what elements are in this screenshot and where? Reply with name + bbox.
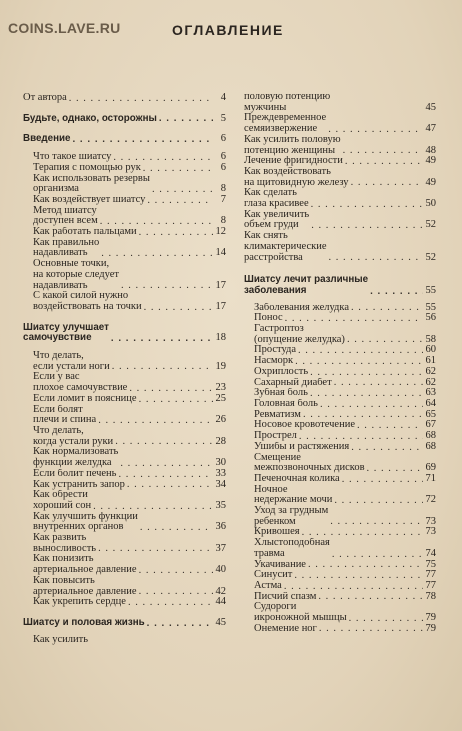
- toc-page-number: 17: [215, 279, 226, 291]
- toc-entry-title: Как устранить запор: [33, 479, 125, 490]
- dot-leader: [112, 364, 213, 370]
- dot-leader: [351, 305, 423, 311]
- dot-leader: [328, 127, 423, 133]
- dot-leader: [357, 423, 423, 429]
- toc-entry-title: Судороги икроножной мышцы: [254, 602, 347, 624]
- toc-entry: [244, 231, 436, 263]
- dot-leader: [330, 519, 423, 525]
- toc-entry: [23, 259, 226, 291]
- toc-entry-title: Будьте, однако, осторожны: [23, 113, 157, 124]
- toc-page-number: 62: [425, 365, 436, 377]
- toc-section-entry: [244, 275, 436, 296]
- toc-entry: [244, 388, 436, 399]
- dot-leader: [121, 283, 213, 289]
- toc-section-entry: [23, 618, 226, 629]
- toc-entry-title: Как правильно надавливать: [33, 237, 100, 259]
- toc-entry-title: Ревматизм: [254, 409, 301, 420]
- toc-entry: [23, 163, 226, 174]
- toc-page-number: 18: [215, 332, 226, 344]
- dot-leader: [310, 370, 423, 376]
- dot-leader: [320, 402, 423, 408]
- toc-entry-title: Как нормализовать функции желудка: [33, 447, 119, 469]
- toc-entry-title: Укачивание: [254, 559, 306, 570]
- dot-leader: [113, 155, 213, 161]
- dot-leader: [284, 584, 423, 590]
- toc-entry-title: Как сделать глаза красивее: [244, 188, 309, 210]
- dot-leader: [367, 466, 423, 472]
- toc-page-number: 64: [425, 397, 436, 409]
- dot-leader: [318, 594, 423, 600]
- dot-leader: [342, 477, 423, 483]
- dot-leader: [310, 391, 423, 397]
- toc-entry: [244, 92, 436, 113]
- toc-entry: [244, 410, 436, 421]
- toc-entry-title: Сахарный диабет: [254, 377, 332, 388]
- toc-page-number: 49: [425, 176, 436, 188]
- toc-entry-title: Насморк: [254, 356, 294, 367]
- toc-page-number: 78: [425, 590, 436, 602]
- toc-entry-title: Если болят плечи и спина: [33, 404, 97, 426]
- toc-entry-title: Основные точки, на которые следует надавливать: [33, 259, 119, 291]
- dot-leader: [152, 187, 213, 193]
- dot-leader: [347, 337, 423, 343]
- toc-section-entry: [23, 323, 226, 344]
- toc-entry: [244, 113, 436, 134]
- toc-entry: [23, 554, 226, 575]
- toc-left-column: [23, 93, 226, 645]
- toc-page-number: 67: [425, 419, 436, 431]
- toc-entry-title: Астма: [254, 580, 282, 591]
- toc-entry: [23, 533, 226, 554]
- toc-page-number: 56: [425, 312, 436, 324]
- toc-entry-title: Ночное недержание мочи: [254, 484, 333, 506]
- toc-entry: [244, 506, 436, 527]
- dot-leader: [140, 525, 213, 531]
- toc-entry: [23, 291, 226, 312]
- toc-page-number: 26: [215, 414, 226, 426]
- toc-entry-title: Синусит: [254, 570, 293, 581]
- toc-entry-title: Понос: [254, 313, 283, 324]
- toc-entry-title: Писчий спазм: [254, 591, 317, 602]
- toc-entry: [244, 356, 436, 367]
- toc-page-number: 4: [220, 92, 226, 103]
- dot-leader: [351, 180, 423, 186]
- dot-leader: [139, 589, 213, 595]
- toc-page-number: 25: [215, 392, 226, 404]
- toc-page-number: 17: [215, 300, 226, 312]
- toc-entry-title: Зубная боль: [254, 388, 308, 399]
- dot-leader: [129, 386, 213, 392]
- dot-leader: [295, 359, 423, 365]
- toc-entry: [244, 442, 436, 453]
- toc-entry-title: Как воздействует шиатсу: [33, 194, 146, 205]
- toc-entry-title: Как усилить: [33, 634, 89, 645]
- toc-entry-title: От автора: [23, 93, 67, 103]
- toc-entry: [23, 576, 226, 597]
- toc-entry-title: Уход за грудным ребенком: [254, 506, 329, 527]
- toc-entry: [244, 474, 436, 485]
- toc-page-number: 8: [220, 215, 226, 227]
- toc-entry-title: Если у вас плохое самочувствие: [33, 372, 128, 394]
- toc-entry: [23, 206, 226, 227]
- toc-entry-title: Смещение межпозвоночных дисков: [254, 452, 365, 474]
- toc-entry: [244, 378, 436, 389]
- dot-leader: [139, 397, 213, 403]
- toc-page-number: 37: [215, 542, 226, 554]
- dot-leader: [98, 546, 213, 552]
- toc-entry-title: Как увеличить объем груди: [244, 209, 310, 231]
- toc-entry-title: Как укрепить сердце: [33, 597, 126, 608]
- dot-leader: [98, 418, 213, 424]
- toc-entry: [244, 188, 436, 209]
- toc-entry-title: Как снять климактерические расстройства: [244, 231, 327, 263]
- toc-entry-title: Носовое кровотечение: [254, 420, 355, 431]
- toc-entry: [23, 238, 226, 259]
- dot-leader: [139, 230, 213, 236]
- toc-entry: [23, 405, 226, 426]
- toc-page-number: 63: [425, 387, 436, 399]
- toc-page-number: 45: [425, 101, 436, 113]
- toc-entry-title: Заболевания желудка: [254, 302, 349, 313]
- toc-page-number: 48: [425, 144, 436, 156]
- toc-entry: [23, 480, 226, 491]
- toc-entry-title: С какой силой нужно воздействовать на точки: [33, 291, 142, 312]
- dot-leader: [147, 198, 213, 204]
- dot-leader: [298, 348, 423, 354]
- toc-page-number: 71: [425, 472, 436, 484]
- toc-page-number: 69: [425, 462, 436, 474]
- toc-page-number: 14: [215, 247, 226, 259]
- dot-leader: [334, 498, 423, 504]
- toc-page-number: 36: [215, 521, 226, 533]
- toc-entry: [244, 453, 436, 474]
- toc-page-number: 79: [425, 622, 436, 634]
- toc-entry-title: Лечение фригидности: [244, 156, 343, 167]
- dot-leader: [118, 472, 213, 478]
- toc-page-number: 34: [215, 478, 226, 490]
- toc-entry: [23, 469, 226, 480]
- toc-entry: [23, 426, 226, 447]
- toc-page-number: 52: [425, 219, 436, 231]
- toc-page-number: 60: [425, 344, 436, 356]
- toc-page-number: 58: [425, 333, 436, 345]
- dot-leader: [128, 600, 213, 606]
- dot-leader: [370, 289, 423, 295]
- toc-entry: [244, 303, 436, 314]
- toc-entry: [23, 227, 226, 238]
- toc-entry-title: Охриплость: [254, 366, 309, 377]
- toc-page-number: 42: [215, 585, 226, 597]
- toc-entry-title: Преждевременное семяизвержение: [244, 113, 327, 135]
- dot-leader: [285, 316, 423, 322]
- toc-entry-title: Печеночная колика: [254, 473, 340, 484]
- toc-entry: [244, 135, 436, 156]
- toc-entry-title: Головная боль: [254, 398, 318, 409]
- toc-page-number: 30: [215, 457, 226, 469]
- toc-entry: [23, 597, 226, 608]
- toc-entry-title: Как работать пальцами: [33, 227, 137, 238]
- toc-entry: [244, 570, 436, 581]
- toc-entry: [244, 431, 436, 442]
- toc-entry-title: Если ломит в пояснице: [33, 393, 137, 404]
- toc-entry-title: Ушибы и растяжения: [254, 441, 350, 452]
- toc-page-number: 19: [215, 360, 226, 372]
- toc-entry-title: Прострел: [254, 431, 297, 442]
- toc-page-number: 62: [425, 376, 436, 388]
- toc-entry: [23, 152, 226, 163]
- dot-leader: [303, 412, 423, 418]
- dot-leader: [311, 223, 423, 229]
- toc-entry: [244, 210, 436, 231]
- toc-page-number: 75: [425, 558, 436, 570]
- toc-entry: [23, 174, 226, 195]
- toc-entry: [244, 156, 436, 167]
- toc-page-number: 45: [215, 616, 226, 628]
- dot-leader: [349, 616, 423, 622]
- dot-leader: [139, 568, 213, 574]
- dot-leader: [311, 202, 423, 208]
- toc-entry-title: Что делать, если устали ноги: [33, 351, 110, 372]
- toc-page-number: 73: [425, 526, 436, 538]
- toc-entry: [244, 527, 436, 538]
- toc-entry-title: Шиатсу улучшает самочувствие: [23, 322, 109, 344]
- toc-entry-title: половую потенцию мужчины: [244, 92, 331, 113]
- toc-page-number: 52: [425, 251, 436, 263]
- dot-leader: [345, 159, 423, 165]
- dot-leader: [144, 305, 213, 311]
- toc-right-column: [244, 92, 436, 634]
- toc-section-entry: [23, 114, 226, 125]
- toc-page-number: 77: [425, 569, 436, 581]
- toc-page-number: 55: [425, 301, 436, 313]
- toc-entry-title: Простуда: [254, 345, 297, 356]
- toc-entry-title: Как воздействовать на щитовидную железу: [244, 166, 349, 188]
- toc-entry: [244, 592, 436, 603]
- dot-leader: [332, 552, 423, 558]
- dot-leader: [111, 336, 213, 342]
- dot-leader: [120, 461, 213, 467]
- toc-entry-title: Как понизить артериальное давление: [33, 554, 137, 576]
- toc-page-number: 7: [220, 193, 226, 205]
- dot-leader: [308, 562, 423, 568]
- toc-entry: [23, 351, 226, 372]
- toc-entry-title: Метод шиатсу доступен всем: [33, 205, 98, 227]
- toc-entry: [244, 602, 436, 623]
- toc-entry: [244, 485, 436, 506]
- toc-entry-title: Хлыстоподобная травма: [254, 538, 330, 559]
- toc-entry: [23, 195, 226, 206]
- dot-leader: [69, 96, 213, 102]
- dot-leader: [101, 251, 213, 257]
- dot-leader: [302, 530, 423, 536]
- toc-page-number: 44: [215, 596, 226, 608]
- toc-entry-title: Как развить выносливость: [33, 533, 97, 554]
- toc-entry-title: Шиатсу лечит различные заболевания: [244, 275, 369, 296]
- toc-entry: [244, 420, 436, 431]
- toc-entry-title: Как усилить половую потенцию женщины: [244, 134, 341, 156]
- dot-leader: [329, 255, 423, 261]
- toc-entry-title: Если болит печень: [33, 468, 117, 479]
- dot-leader: [351, 445, 423, 451]
- toc-page-number: 50: [425, 198, 436, 210]
- toc-page-number: 23: [215, 382, 226, 394]
- toc-page-number: 6: [220, 151, 226, 163]
- toc-page-number: 68: [425, 430, 436, 442]
- toc-entry: [23, 93, 226, 104]
- toc-entry: [23, 512, 226, 533]
- toc-entry-title: Шиатсу и половая жизнь: [23, 617, 145, 628]
- toc-entry-title: Кривошея: [254, 527, 300, 538]
- toc-entry: [244, 399, 436, 410]
- toc-entry: [244, 624, 436, 635]
- toc-page-number: 74: [425, 547, 436, 559]
- toc-entry: [244, 324, 436, 345]
- toc-page-number: 12: [215, 226, 226, 238]
- toc-entry-title: Как повысить артериальное давление: [33, 575, 137, 597]
- toc-entry-title: Как улучшить функции внутренних органов: [33, 511, 138, 533]
- dot-leader: [115, 439, 213, 445]
- dot-leader: [127, 482, 213, 488]
- toc-entry: [244, 538, 436, 559]
- toc-page-number: 79: [425, 612, 436, 624]
- toc-entry-title: Терапия с помощью рук: [33, 162, 141, 173]
- toc-page-number: 61: [425, 355, 436, 367]
- page-title: ОГЛАВЛЕНИЕ: [172, 22, 284, 38]
- toc-entry: [244, 345, 436, 356]
- toc-entry: [23, 635, 226, 646]
- toc-page-number: 40: [215, 564, 226, 576]
- toc-page-number: 68: [425, 440, 436, 452]
- toc-entry: [244, 367, 436, 378]
- dot-leader: [294, 573, 423, 579]
- dot-leader: [143, 166, 213, 172]
- toc-section-entry: [23, 134, 226, 145]
- dot-leader: [93, 504, 213, 510]
- toc-page-number: 72: [425, 494, 436, 506]
- toc-entry-title: Онемение ног: [254, 623, 317, 634]
- toc-entry: [23, 447, 226, 468]
- dot-leader: [72, 137, 213, 143]
- toc-page-number: 49: [425, 155, 436, 167]
- toc-entry-title: Что делать, когда устали руки: [33, 425, 114, 447]
- toc-entry: [244, 167, 436, 188]
- toc-entry: [244, 313, 436, 324]
- toc-entry-title: Гастроптоз (опущение желудка): [254, 324, 345, 345]
- toc-entry-title: Введение: [23, 134, 71, 145]
- dot-leader: [159, 116, 213, 122]
- toc-page-number: 33: [215, 467, 226, 479]
- toc-page-number: 8: [220, 183, 226, 195]
- toc-page-number: 6: [220, 133, 226, 145]
- site-watermark: COINS.LAVE.RU: [8, 20, 121, 36]
- toc-entry: [23, 372, 226, 393]
- toc-page-number: 77: [425, 579, 436, 591]
- toc-page-number: 73: [425, 515, 436, 527]
- toc-entry: [23, 394, 226, 405]
- toc-entry: [244, 560, 436, 571]
- dot-leader: [147, 621, 213, 627]
- toc-page-number: 5: [220, 112, 226, 124]
- toc-page-number: 47: [425, 123, 436, 135]
- dot-leader: [299, 434, 423, 440]
- toc-page-number: 65: [425, 408, 436, 420]
- toc-entry: [244, 581, 436, 592]
- toc-entry: [23, 490, 226, 511]
- dot-leader: [334, 380, 423, 386]
- dot-leader: [100, 219, 213, 225]
- dot-leader: [319, 626, 423, 632]
- toc-entry-title: Что такое шиатсу: [33, 152, 112, 163]
- toc-entry-title: Как использовать резервы организма: [33, 173, 150, 195]
- toc-page-number: 28: [215, 435, 226, 447]
- toc-page-number: 35: [215, 499, 226, 511]
- toc-entry-title: Как обрести хороший сон: [33, 490, 92, 511]
- toc-page-number: 55: [425, 284, 436, 296]
- toc-page-number: 6: [220, 161, 226, 173]
- dot-leader: [343, 148, 423, 154]
